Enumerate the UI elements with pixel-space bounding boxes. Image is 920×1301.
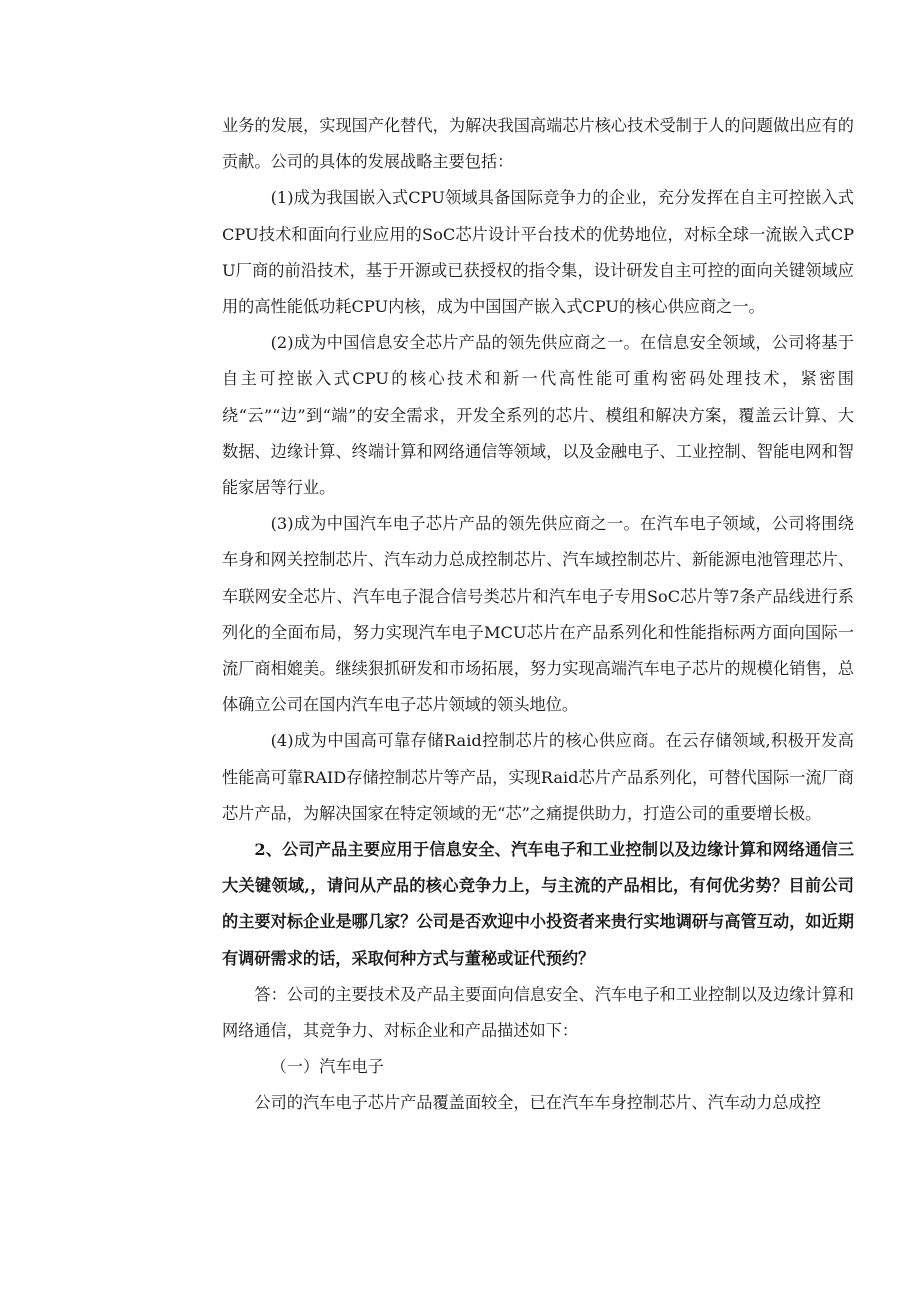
paragraph-strategy-item-1: (1)成为我国嵌入式CPU领域具备国际竞争力的企业，充分发挥在自主可控嵌入式CPU技术和面向行业应用的SoC芯片设计平台技术的优势地位，对标全球一流嵌入式CPU厂商的前沿技术，基于开源或已获授权的指令集，设计研发自主可控的面向关键领域应用的高性能低功耗CPU内核，成为中国国产嵌入式CPU的核心供应商之一。 bbox=[222, 188, 854, 317]
paragraph-answer-2: 答：公司的主要技术及产品主要面向信息安全、汽车电子和工业控制以及边缘计算和网络通信，其竞争力、对标企业和产品描述如下： bbox=[222, 984, 854, 1041]
paragraph-automotive-intro: 公司的汽车电子芯片产品覆盖面较全，已在汽车车身控制芯片、汽车动力总成控 bbox=[254, 1093, 821, 1113]
paragraph-strategy-item-2: (2)成为中国信息安全芯片产品的领先供应商之一。在信息安全领域，公司将基于自主可控嵌入式CPU的核心技术和新一代高性能可重构密码处理技术，紧密围绕“云”“边”到“端”的安全需求，开发全系列的芯片、模组和解决方案，覆盖云计算、大数据、边缘计算、终端计算和网络通信等领域，以及金融电子、工业控制、智能电网和智能家居等行业。 bbox=[222, 333, 854, 498]
paragraph-strategy-item-4: (4)成为中国高可靠存储Raid控制芯片的核心供应商。在云存储领域,积极开发高性能高可靠RAID存储控制芯片等产品，实现Raid芯片产品系列化，可替代国际一流厂商芯片产品，为解决国家在特定领域的无“芯”之痛提供助力，打造公司的重要增长极。 bbox=[222, 731, 854, 823]
paragraph-strategy-intro: 业务的发展，实现国产化替代，为解决我国高端芯片核心技术受制于人的问题做出应有的贡献。公司的具体的发展战略主要包括： bbox=[222, 116, 854, 172]
paragraph-question-2: 2、公司产品主要应用于信息安全、汽车电子和工业控制以及边缘计算和网络通信三大关键领域,，请问从产品的核心竞争力上，与主流的产品相比，有何优劣势？目前公司的主要对标企业是哪几家？公司是否欢迎中小投资者来贵行实地调研与高管互动，如近期有调研需求的话，采取何种方式与董秘或证代预约？ bbox=[222, 840, 854, 968]
document-page bbox=[222, 108, 854, 1122]
section-heading-automotive: （一）汽车电子 bbox=[270, 1057, 384, 1077]
paragraph-strategy-item-3: (3)成为中国汽车电子芯片产品的领先供应商之一。在汽车电子领域，公司将围绕车身和网关控制芯片、汽车动力总成控制芯片、汽车域控制芯片、新能源电池管理芯片、车联网安全芯片、汽车电子混合信号类芯片和汽车电子专用SoC芯片等7条产品线进行系列化的全面布局，努力实现汽车电子MCU芯片在产品系列化和性能指标两方面向国际一流厂商相媲美。继续狠抓研发和市场拓展，努力实现高端汽车电子芯片的规模化销售，总体确立公司在国内汽车电子芯片领域的领头地位。 bbox=[222, 514, 854, 715]
